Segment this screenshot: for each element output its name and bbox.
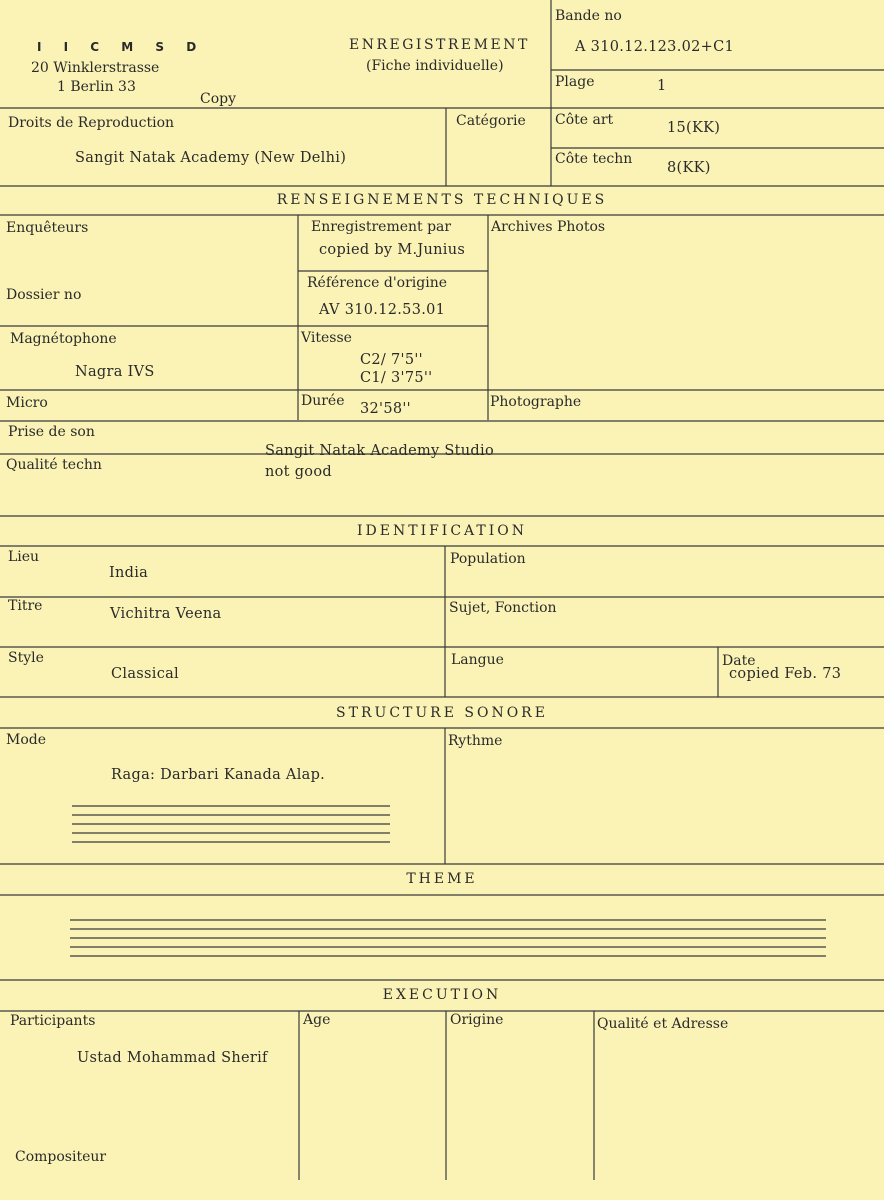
mode-label: Mode bbox=[6, 732, 47, 748]
date-label: Date bbox=[722, 653, 756, 669]
micro-label: Micro bbox=[6, 395, 48, 411]
cote-techn-label: Côte techn bbox=[555, 151, 633, 167]
enqueteurs-label: Enquêteurs bbox=[6, 220, 89, 236]
reference-value: AV 310.12.53.01 bbox=[319, 302, 446, 318]
magnetophone-label: Magnétophone bbox=[10, 331, 117, 347]
prise-de-son-label: Prise de son bbox=[8, 424, 95, 440]
sujet-fonction-label: Sujet, Fonction bbox=[449, 600, 557, 616]
rythme-label: Rythme bbox=[448, 733, 503, 749]
section-theme-title: THEME bbox=[406, 871, 478, 887]
style-label: Style bbox=[8, 650, 44, 666]
bande-value: A 310.12.123.02+C1 bbox=[575, 39, 735, 55]
photographe-label: Photographe bbox=[490, 394, 582, 410]
prise-de-son-value: Sangit Natak Academy Studio bbox=[265, 443, 494, 459]
magnetophone-value: Nagra IVS bbox=[75, 364, 155, 380]
vitesse-value-c2: C2/ 7'5'' bbox=[360, 352, 423, 368]
vitesse-value-c1: C1/ 3'75'' bbox=[360, 370, 433, 386]
age-label: Age bbox=[303, 1012, 331, 1028]
copy-mark: Copy bbox=[200, 91, 237, 107]
mode-value: Raga: Darbari Kanada Alap. bbox=[111, 767, 326, 783]
section-identification-title: IDENTIFICATION bbox=[357, 523, 527, 539]
droits-label: Droits de Reproduction bbox=[8, 115, 175, 131]
qualite-techn-value: not good bbox=[265, 464, 332, 480]
cote-art-label: Côte art bbox=[555, 112, 614, 128]
plage-value: 1 bbox=[657, 78, 667, 94]
section-structure-title: STRUCTURE SONORE bbox=[336, 705, 548, 721]
style-value: Classical bbox=[111, 666, 179, 682]
archives-photos-label: Archives Photos bbox=[491, 219, 606, 235]
droits-value: Sangit Natak Academy (New Delhi) bbox=[75, 150, 347, 166]
org-logo-text: I I C M S D bbox=[37, 40, 206, 54]
lieu-value: India bbox=[109, 565, 149, 581]
compositeur-label: Compositeur bbox=[15, 1149, 107, 1165]
form-title: ENREGISTREMENT bbox=[349, 37, 530, 53]
participants-label: Participants bbox=[10, 1013, 96, 1029]
plage-label: Plage bbox=[555, 74, 595, 90]
lieu-label: Lieu bbox=[8, 549, 40, 565]
langue-label: Langue bbox=[451, 652, 504, 668]
org-city: 1 Berlin 33 bbox=[57, 79, 136, 95]
cote-art-value: 15(KK) bbox=[667, 120, 721, 136]
vitesse-label: Vitesse bbox=[301, 330, 352, 346]
titre-label: Titre bbox=[8, 598, 43, 614]
enregistrement-label: Enregistrement par bbox=[311, 219, 452, 235]
org-street: 20 Winklerstrasse bbox=[31, 60, 160, 76]
duree-value: 32'58'' bbox=[360, 401, 411, 417]
qualite-techn-label: Qualité techn bbox=[6, 457, 102, 473]
titre-value: Vichitra Veena bbox=[110, 606, 222, 622]
enregistrement-value: copied by M.Junius bbox=[319, 242, 466, 258]
section-execution-title: EXECUTION bbox=[382, 987, 502, 1003]
origine-label: Origine bbox=[450, 1012, 504, 1028]
participants-value: Ustad Mohammad Sherif bbox=[77, 1050, 268, 1066]
date-value: copied Feb. 73 bbox=[729, 666, 842, 682]
categorie-label: Catégorie bbox=[456, 113, 526, 129]
section-technique-title: RENSEIGNEMENTS TECHNIQUES bbox=[276, 192, 608, 208]
dossier-label: Dossier no bbox=[6, 287, 82, 303]
form-subtitle: (Fiche individuelle) bbox=[366, 58, 504, 74]
qualite-adresse-label: Qualité et Adresse bbox=[597, 1016, 729, 1032]
duree-label: Durée bbox=[301, 393, 345, 409]
bande-label: Bande no bbox=[555, 8, 622, 24]
cote-techn-value: 8(KK) bbox=[667, 160, 711, 176]
population-label: Population bbox=[450, 551, 526, 567]
reference-label: Référence d'origine bbox=[307, 275, 448, 291]
